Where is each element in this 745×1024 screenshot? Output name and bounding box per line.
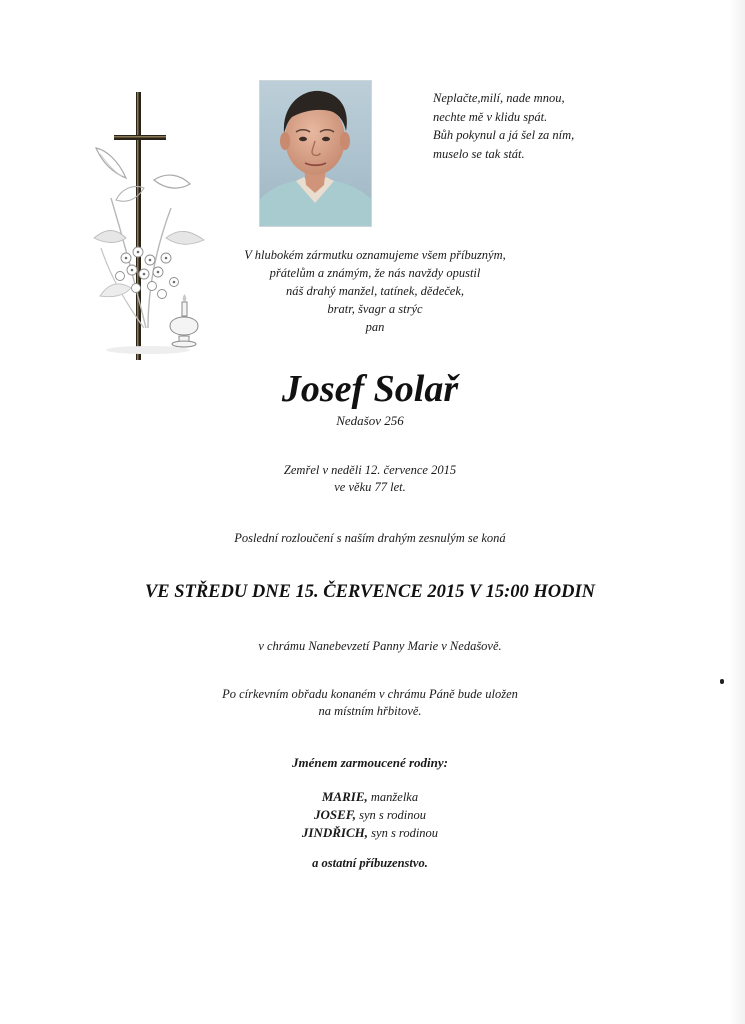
portrait-photo <box>259 80 372 227</box>
poem-line: Bůh pokynul a já šel za ním, <box>433 128 575 142</box>
death-age: ve věku 77 let. <box>334 480 406 494</box>
deceased-address: Nedašov 256 <box>336 413 404 428</box>
other-relatives: a ostatní příbuzenstvo. <box>312 856 428 870</box>
death-info <box>160 462 580 496</box>
farewell-text: Poslední rozloučení s naším drahým zesnulým se koná <box>234 531 506 545</box>
burial-info <box>110 686 630 720</box>
intro-line: přátelům a známým, že nás navždy opustil <box>269 266 481 280</box>
family-heading: Jménem zarmoucené rodiny: <box>292 755 448 770</box>
poem-verse <box>433 89 623 163</box>
mourner-relation: manželka <box>367 790 419 804</box>
intro-line: V hlubokém zármutku oznamujeme všem příbuzným, <box>244 248 506 262</box>
mourner-name: JINDŘICH, <box>301 825 369 840</box>
ceremony-datetime: VE STŘEDU DNE 15. ČERVENCE 2015 V 15:00 HODIN <box>144 582 596 602</box>
intro-line: bratr, švagr a strýc <box>327 302 423 316</box>
mourner-name: JOSEF, <box>313 807 356 822</box>
intro-line: pan <box>365 320 385 334</box>
scan-speck <box>720 679 724 684</box>
church-location: v chrámu Nanebevzetí Panny Marie v Nedašově. <box>258 639 502 653</box>
mourner-entry <box>160 824 580 842</box>
scan-edge-shadow <box>729 0 745 1024</box>
mourner-relation: syn s rodinou <box>368 826 439 840</box>
mourner-name: MARIE, <box>321 789 368 804</box>
burial-line: na místním hřbitově. <box>318 704 422 718</box>
announcement-intro <box>180 246 570 336</box>
intro-line: náš drahý manžel, tatínek, dědeček, <box>285 284 465 298</box>
poem-line: nechte mě v klidu spát. <box>433 109 548 124</box>
mourner-entry <box>160 806 580 824</box>
death-date: Zemřel v neděli 12. července 2015 <box>283 463 457 477</box>
mourner-relation: syn s rodinou <box>356 808 427 822</box>
poem-line: Neplačte,milí, nade mnou, <box>433 91 565 105</box>
mourners-list <box>160 788 580 842</box>
deceased-name: Josef Solař <box>281 368 459 410</box>
poem-line: muselo se tak stát. <box>433 146 525 161</box>
burial-line: Po církevním obřadu konaném v chrámu Páně bude uložen <box>222 687 518 701</box>
mourner-entry <box>160 788 580 806</box>
